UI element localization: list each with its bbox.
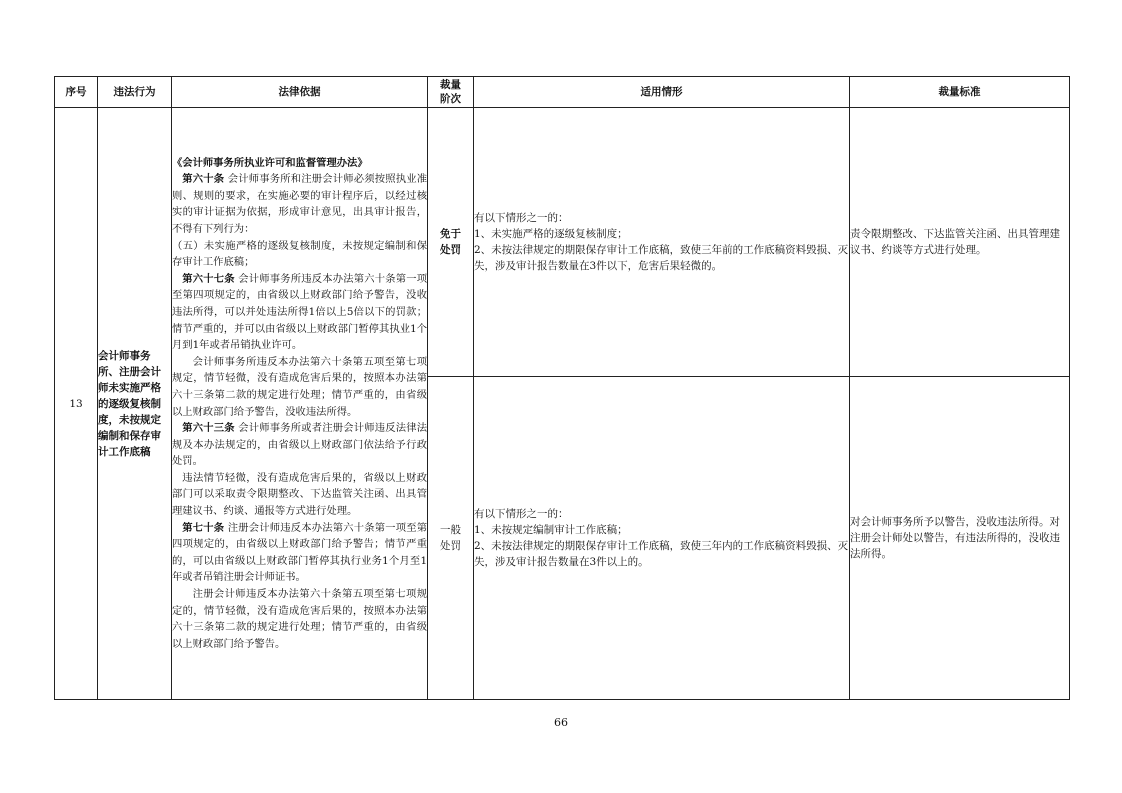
tier-general-case-2: 2、未按法律规定的期限保存审计工作底稿，致使三年内的工作底稿资料毁损、灭失，涉及审计报告数量在3件以上的。: [474, 540, 849, 568]
article-67-text: 会计师事务所违反本办法第六十条第一项至第四项规定的，由省级以上财政部门给予警告，没收违法所得，可以并处违法所得1倍以上5倍以下的罚款；情节严重的，并可以由省级以上财政部门暂停其执业1个月到1年或者吊销执业许可。: [172, 272, 427, 352]
legal-basis: [172, 108, 428, 700]
article-60-item5: （五）未实施严格的逐级复核制度，未按规定编制和保存审计工作底稿；: [172, 239, 427, 269]
tier-exempt-standard-text: 责令限期整改、下达监管关注函、出具管理建议书、约谈等方式进行处理。: [850, 228, 1060, 256]
header-standard: 裁量标准: [850, 77, 1070, 108]
article-67: [172, 271, 427, 354]
article-63-label: 第六十三条: [182, 422, 235, 435]
tier-general-level-line1: 一般: [440, 524, 461, 536]
article-70-para2: 注册会计师违反本办法第六十条第五项至第七项规定的，情节轻微，没有造成危害后果的，按照本办法第六十三条第二款的规定进行处理；情节严重的，由省级以上财政部门给予警告。: [172, 588, 427, 650]
header-level: [428, 77, 474, 108]
table-row: [55, 108, 1070, 377]
article-60-text: 会计师事务所和注册会计师必须按照执业准则、规则的要求，在实施必要的审计程序后，以经过核实的审计证据为依据，形成审计意见，出具审计报告，不得有下列行为：: [172, 173, 428, 235]
header-level-line2: 阶次: [440, 93, 461, 105]
tier-general-case-1: 1、未按规定编制审计工作底稿；: [474, 524, 628, 536]
article-63: [172, 420, 427, 470]
header-action: 违法行为: [98, 77, 172, 108]
tier-general-cases: [474, 377, 850, 700]
article-70-text: 注册会计师违反本办法第六十条第一项至第四项规定的，由省级以上财政部门给予警告；情节严重的，可以由省级以上财政部门暂停其执行业务1个月至1年或者吊销注册会计师证书。: [172, 521, 428, 584]
tier-general-intro: 有以下情形之一的：: [474, 508, 569, 520]
article-67-para2: 会计师事务所违反本办法第六十条第五项至第七项规定，情节轻微，没有造成危害后果的，按照本办法第六十三条第二款的规定进行处理；情节严重的，由省级以上财政部门给予警告，没收违法所得。: [172, 355, 427, 418]
tier-exempt-case-2: 2、未按法律规定的期限保存审计工作底稿，致使三年前的工作底稿资料毁损、灭失，涉及审计报告数量在3件以下，危害后果轻微的。: [474, 244, 849, 272]
discretion-table: [54, 76, 1070, 700]
record-number: 13: [55, 108, 98, 700]
tier-general-standard: [850, 377, 1070, 700]
tier-general-level: [428, 377, 474, 700]
tier-exempt-level-line1: 免于: [440, 228, 461, 240]
tier-exempt-cases: [474, 108, 850, 377]
tier-exempt-level: [428, 108, 474, 377]
violation-action: 会计师事务所、注册会计师未实施严格的逐级复核制度，未按规定编制和保存审计工作底稿: [98, 108, 172, 700]
header-no: 序号: [55, 77, 98, 108]
header-cases: 适用情形: [474, 77, 850, 108]
article-63-text: 会计师事务所或者注册会计师违反法律法规及本办法规定的，由省级以上财政部门依法给予行政处罚。: [172, 422, 427, 468]
article-63-para2: 违法情节轻微，没有造成危害后果的，省级以上财政部门可以采取责令限期整改、下达监管关注函、出具管理建议书、约谈、通报等方式进行处理。: [172, 471, 427, 518]
article-67-label: 第六十七条: [182, 272, 235, 285]
tier-exempt-intro: 有以下情形之一的：: [474, 212, 569, 224]
article-60-label: 第六十条: [182, 173, 225, 186]
header-row: [55, 77, 1070, 108]
article-60: [172, 171, 427, 237]
tier-exempt-standard: [850, 108, 1070, 377]
tier-general-standard-text: 对会计师事务所予以警告，没收违法所得。对注册会计师处以警告，有违法所得的，没收违法所得。: [850, 516, 1060, 560]
law-title: 《会计师事务所执业许可和监督管理办法》: [172, 156, 368, 169]
header-law: 法律依据: [172, 77, 428, 108]
tier-exempt-case-1: 1、未实施严格的逐级复核制度；: [474, 228, 628, 240]
page-number: 66: [554, 716, 568, 729]
tier-general-level-line2: 处罚: [440, 540, 461, 552]
article-70-label: 第七十条: [182, 521, 225, 534]
header-level-line1: 裁量: [440, 79, 461, 91]
tier-exempt-level-line2: 处罚: [440, 244, 461, 256]
article-70: [172, 520, 427, 586]
